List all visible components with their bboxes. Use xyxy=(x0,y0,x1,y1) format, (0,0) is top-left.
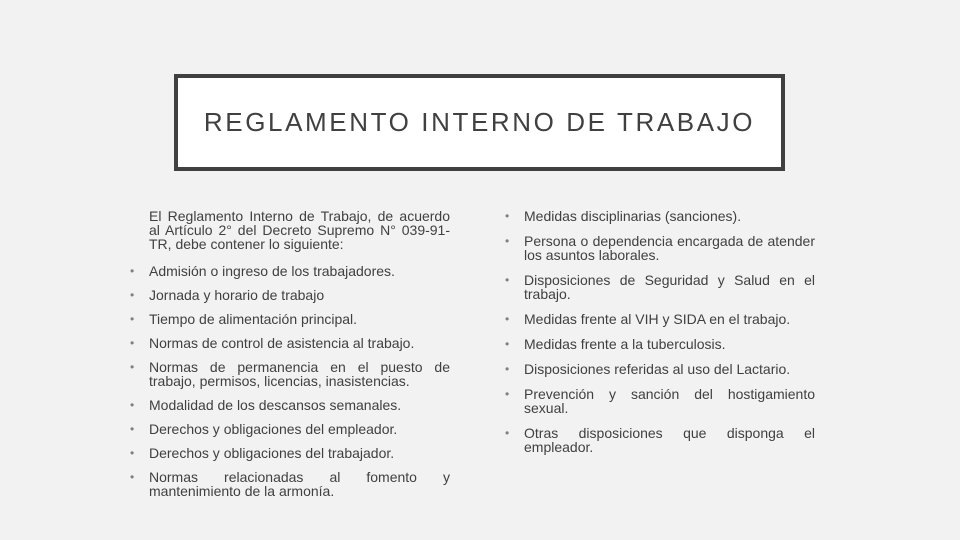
bullet-icon: • xyxy=(130,264,135,278)
bullet-icon: • xyxy=(505,362,510,376)
list-item xyxy=(130,288,450,302)
list-item xyxy=(130,360,450,388)
list-item xyxy=(505,209,815,223)
list-item xyxy=(130,470,450,498)
list-item xyxy=(130,398,450,412)
list-item xyxy=(130,446,450,460)
list-item-text: Medidas disciplinarias (sanciones). xyxy=(524,208,742,224)
left-column xyxy=(130,209,450,508)
left-list xyxy=(130,264,450,498)
list-item-text: Otras disposiciones que disponga el empleador. xyxy=(524,425,815,455)
list-item-text: Normas relacionadas al fomento y mantenimiento de la armonía. xyxy=(149,469,450,499)
bullet-icon: • xyxy=(130,398,135,412)
slide-title: REGLAMENTO INTERNO DE TRABAJO xyxy=(203,107,756,137)
list-item xyxy=(130,422,450,436)
bullet-icon: • xyxy=(505,273,510,287)
list-item-text: Medidas frente al VIH y SIDA en el trabajo. xyxy=(524,311,791,327)
bullet-icon: • xyxy=(130,336,135,350)
list-item-text: Persona o dependencia encargada de atender los asuntos laborales. xyxy=(524,233,815,263)
bullet-icon: • xyxy=(505,209,510,223)
list-item xyxy=(130,336,450,350)
list-item-text: Prevención y sanción del hostigamiento sexual. xyxy=(524,386,815,416)
bullet-icon: • xyxy=(505,337,510,351)
list-item-text: Disposiciones de Seguridad y Salud en el trabajo. xyxy=(524,272,815,302)
list-item xyxy=(505,234,815,262)
list-item-text: Derechos y obligaciones del trabajador. xyxy=(149,445,395,461)
bullet-icon: • xyxy=(505,234,510,248)
list-item xyxy=(505,312,815,326)
list-item xyxy=(505,337,815,351)
bullet-icon: • xyxy=(505,312,510,326)
intro-paragraph: El Reglamento Interno de Trabajo, de acuerdo al Artículo 2° del Decreto Supremo N° 039-91-TR, debe contener lo siguiente: xyxy=(149,208,450,252)
list-item-text: Derechos y obligaciones del empleador. xyxy=(149,421,398,437)
bullet-icon: • xyxy=(130,288,135,302)
bullet-icon: • xyxy=(130,446,135,460)
list-item-text: Normas de control de asistencia al trabajo. xyxy=(149,335,415,351)
list-item xyxy=(505,362,815,376)
list-item xyxy=(130,264,450,278)
list-item xyxy=(505,387,815,415)
bullet-icon: • xyxy=(130,312,135,326)
right-column xyxy=(505,209,815,465)
list-item-text: Normas de permanencia en el puesto de trabajo, permisos, licencias, inasistencias. xyxy=(149,359,450,389)
list-item-text: Tiempo de alimentación principal. xyxy=(149,311,358,327)
bullet-icon: • xyxy=(130,422,135,436)
right-list xyxy=(505,209,815,454)
title-box xyxy=(174,74,785,171)
list-item-text: Jornada y horario de trabajo xyxy=(149,287,325,303)
list-item xyxy=(130,312,450,326)
bullet-icon: • xyxy=(505,387,510,401)
bullet-icon: • xyxy=(130,360,135,374)
list-item xyxy=(505,426,815,454)
list-item-text: Disposiciones referidas al uso del Lactario. xyxy=(524,361,791,377)
bullet-icon: • xyxy=(505,426,510,440)
list-item-text: Admisión o ingreso de los trabajadores. xyxy=(149,263,395,279)
list-item xyxy=(505,273,815,301)
list-item-text: Medidas frente a la tuberculosis. xyxy=(524,336,726,352)
bullet-icon: • xyxy=(130,470,135,484)
list-item-text: Modalidad de los descansos semanales. xyxy=(149,397,402,413)
